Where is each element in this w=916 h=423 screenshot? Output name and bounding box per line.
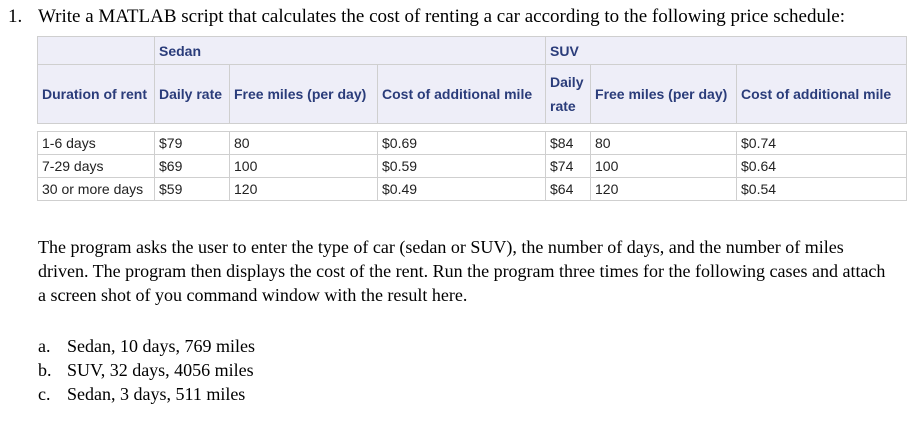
table-spacer-row [38,124,907,132]
column-header-row [38,65,907,124]
col-header-suv-free-miles: Free miles (per day) [591,65,737,124]
case-label: b. [38,360,52,380]
question-text: Write a MATLAB script that calculates the cost of renting a car according to the following price schedule: [38,6,845,27]
case-label: c. [38,384,51,404]
cell-sedan-daily: $59 [155,178,230,201]
question-number: 1. [8,6,23,27]
cell-sedan-cost: $0.69 [378,132,546,155]
price-schedule-table [37,36,907,201]
cell-sedan-daily: $69 [155,155,230,178]
col-header-sedan-additional-cost: Cost of additional mile [378,65,546,124]
cell-suv-cost: $0.74 [737,132,907,155]
cell-suv-free: 120 [591,178,737,201]
list-item [38,358,255,382]
instructions-paragraph: The program asks the user to enter the type of car (sedan or SUV), the number of days, and the number of miles driven. The program then displays the cost of the rent. Run the program three times for the following cases and attach a screen shot of you command window with the result here. [38,237,886,305]
cell-duration: 30 or more days [38,178,155,201]
case-text: Sedan, 10 days, 769 miles [67,336,255,356]
cell-suv-daily: $64 [546,178,591,201]
col-header-duration: Duration of rent [38,65,155,124]
cell-sedan-free: 120 [230,178,378,201]
test-cases-list [38,334,255,406]
case-label: a. [38,336,51,356]
group-header-row [38,37,907,65]
cell-suv-free: 80 [591,132,737,155]
group-header-suv: SUV [546,37,907,65]
cell-sedan-free: 100 [230,155,378,178]
col-header-sedan-free-miles: Free miles (per day) [230,65,378,124]
question-heading [8,6,845,28]
cell-suv-cost: $0.64 [737,155,907,178]
cell-sedan-free: 80 [230,132,378,155]
case-text: SUV, 32 days, 4056 miles [67,360,254,380]
col-header-suv-daily-top: Daily [550,74,584,90]
list-item [38,334,255,358]
cell-duration: 7-29 days [38,155,155,178]
group-header-blank [38,37,155,65]
cell-suv-cost: $0.54 [737,178,907,201]
col-header-suv-additional-cost: Cost of additional mile [737,65,907,124]
cell-suv-daily: $74 [546,155,591,178]
cell-duration: 1-6 days [38,132,155,155]
col-header-suv-daily-rate [546,65,591,124]
cell-suv-daily: $84 [546,132,591,155]
col-header-sedan-daily-rate: Daily rate [155,65,230,124]
cell-sedan-daily: $79 [155,132,230,155]
list-item [38,382,255,406]
col-header-suv-daily-bottom: rate [550,98,576,114]
table-row [38,178,907,201]
case-text: Sedan, 3 days, 511 miles [67,384,246,404]
cell-suv-free: 100 [591,155,737,178]
table-row [38,155,907,178]
cell-sedan-cost: $0.49 [378,178,546,201]
cell-sedan-cost: $0.59 [378,155,546,178]
group-header-sedan: Sedan [155,37,546,65]
table-row [38,132,907,155]
